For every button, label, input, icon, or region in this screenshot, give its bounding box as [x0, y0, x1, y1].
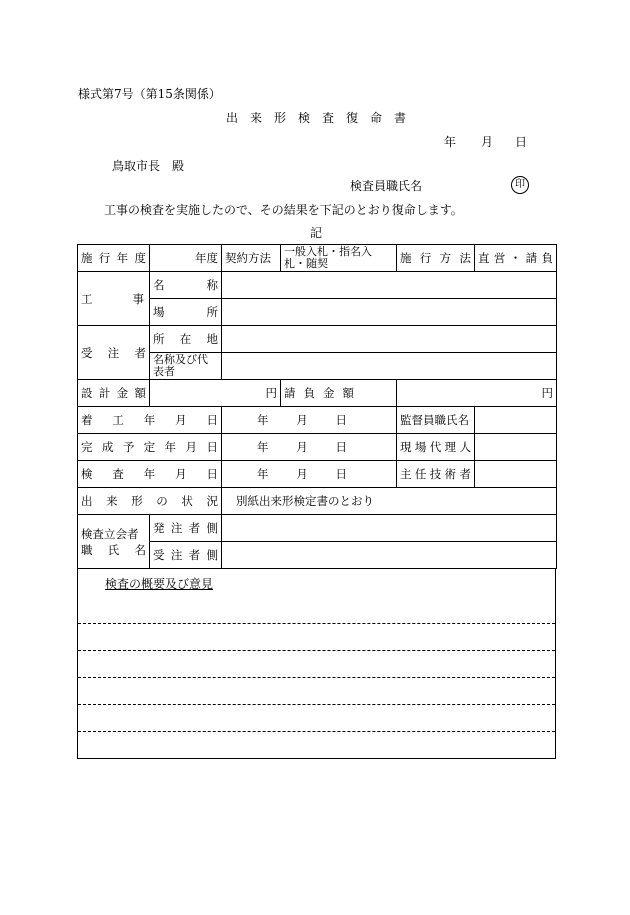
seal-mark	[511, 176, 529, 194]
date-day-label: 日	[515, 135, 528, 149]
inspection-month: 月	[296, 467, 308, 481]
notes-line	[78, 650, 555, 651]
completion-date-label: 完 成 予 定 年 月 日	[78, 434, 222, 461]
notes-line	[78, 623, 555, 624]
inspection-day: 日	[335, 467, 347, 481]
design-amount-label: 設 計 金 額	[78, 380, 150, 407]
contractor-side-field[interactable]	[222, 542, 557, 569]
form-number: 様式第7号（第15条関係）	[78, 87, 221, 101]
orderer-side-label: 発 注 者 側	[150, 515, 222, 542]
contractor-rep-field[interactable]	[222, 353, 557, 380]
execution-method-label: 施 行 方 法	[397, 245, 475, 272]
site-agent-label: 現 場 代 理 人	[397, 434, 475, 461]
inspection-year: 年	[257, 467, 269, 481]
start-date-field[interactable]	[222, 407, 397, 434]
notes-line	[78, 677, 555, 678]
notes-area[interactable]	[77, 569, 556, 759]
inspector-label: 検査員職氏名	[350, 179, 423, 193]
work-name-field[interactable]	[222, 272, 557, 299]
supervisor-field[interactable]	[475, 407, 557, 434]
work-place-label: 場 所	[150, 299, 222, 326]
document-title: 出 来 形 検 査 復 命 書	[226, 111, 407, 125]
ki-label: 記	[310, 226, 323, 240]
completion-year: 年	[257, 440, 269, 454]
execution-method-value[interactable]: 直 営 ・ 請 負	[475, 245, 557, 272]
contractor-address-field[interactable]	[222, 326, 557, 353]
inspection-table	[77, 244, 557, 569]
contractor-rep-label: 名称及び代表者	[150, 353, 222, 380]
notes-line	[78, 704, 555, 705]
inspection-date-label: 検 査 年 月 日	[78, 461, 222, 488]
seal-icon: 印	[511, 176, 529, 194]
orderer-side-field[interactable]	[222, 515, 557, 542]
design-amount-yen: 円	[265, 386, 277, 400]
completion-month: 月	[296, 440, 308, 454]
design-amount-field[interactable]	[150, 380, 281, 407]
start-date-label: 着 工 年 月 日	[78, 407, 222, 434]
witness-label-line1: 検査立会者	[81, 526, 139, 541]
work-name-label: 名 称	[150, 272, 222, 299]
notes-title: 検査の概要及び意見	[105, 577, 214, 591]
contractor-side-label: 受 注 者 側	[150, 542, 222, 569]
fiscal-year-unit: 年度	[195, 251, 218, 265]
contractor-label: 受 注 者	[78, 326, 150, 380]
inspection-date-field[interactable]	[222, 461, 397, 488]
fiscal-year-label: 施 行 年 度	[78, 245, 150, 272]
supervisor-label: 監督員職氏名	[397, 407, 475, 434]
addressee: 鳥取市長 殿	[112, 159, 185, 173]
witness-label	[78, 515, 150, 569]
notes-line	[78, 731, 555, 732]
contract-method-value[interactable]: 一般入札・指名入札・随契	[281, 245, 397, 272]
date-year-label: 年	[444, 135, 457, 149]
start-month: 月	[296, 413, 308, 427]
start-day: 日	[335, 413, 347, 427]
chief-engineer-field[interactable]	[475, 461, 557, 488]
chief-engineer-label: 主 任 技 術 者	[397, 461, 475, 488]
fiscal-year-field[interactable]	[150, 245, 222, 272]
completion-day: 日	[335, 440, 347, 454]
intro-text: 工事の検査を実施したので、その結果を下記のとおり復命します。	[104, 203, 463, 217]
contract-amount-yen: 円	[541, 386, 553, 400]
completion-date-field[interactable]	[222, 434, 397, 461]
site-agent-field[interactable]	[475, 434, 557, 461]
start-year: 年	[257, 413, 269, 427]
witness-label-line2: 職 氏 名	[81, 542, 146, 557]
contract-amount-label: 請 負 金 額	[281, 380, 397, 407]
progress-label: 出 来 形 の 状 況	[78, 488, 222, 515]
contractor-address-label: 所 在 地	[150, 326, 222, 353]
progress-value: 別紙出来形検定書のとおり	[222, 488, 557, 515]
work-label: 工 事	[78, 272, 150, 326]
contract-method-label: 契約方法	[222, 245, 281, 272]
date-month-label: 月	[481, 135, 494, 149]
work-place-field[interactable]	[222, 299, 557, 326]
contract-amount-field[interactable]	[397, 380, 557, 407]
